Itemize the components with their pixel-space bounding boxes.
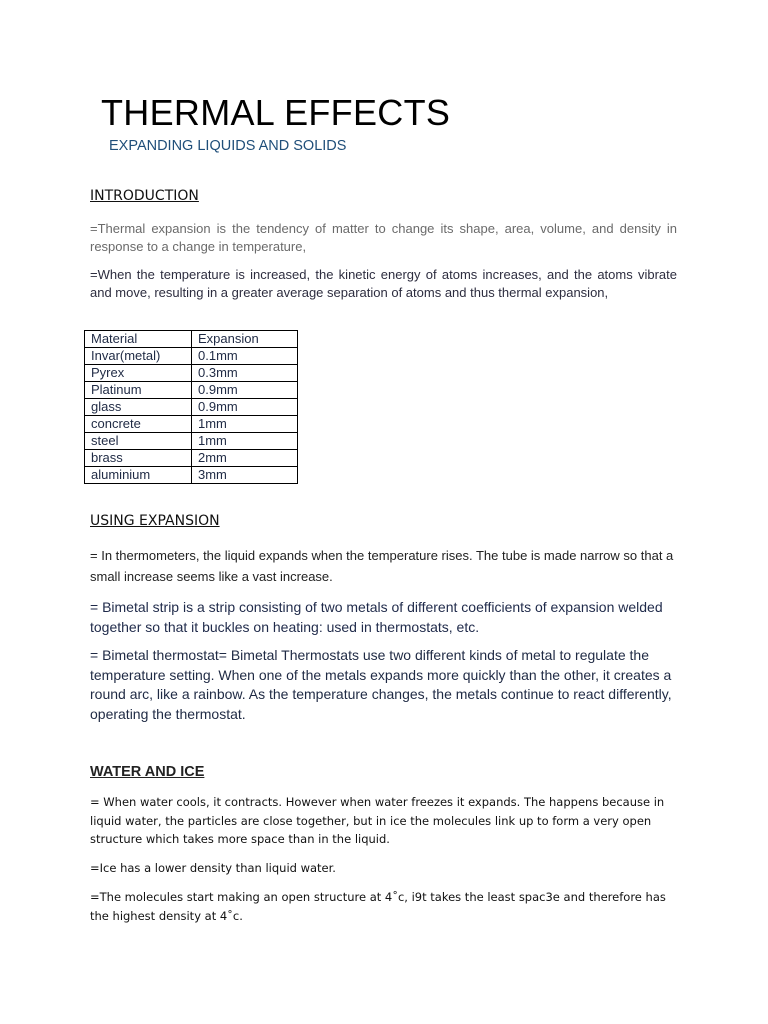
material-cell: Pyrex [85, 365, 192, 382]
table-row [85, 399, 298, 416]
table-row [85, 365, 298, 382]
bimetal-strip-paragraph: = Bimetal strip is a strip consisting of two metals of different coefficients of expansion welded together so that it buckles on heating: used in thermostats, etc. [90, 599, 663, 635]
introduction-paragraph-1: =Thermal expansion is the tendency of matter to change its shape, area, volume, and density in response to a change in temperature, [90, 221, 677, 254]
table-row [85, 416, 298, 433]
material-cell: Platinum [85, 382, 192, 399]
table-row [85, 450, 298, 467]
expansion-cell: Expansion [192, 331, 298, 348]
table-row [85, 467, 298, 484]
water-paragraph-3: =The molecules start making an open structure at 4˚c, i9t takes the least spac3e and therefore has the highest density at 4˚c. [90, 890, 666, 923]
introduction-paragraph-2: =When the temperature is increased, the kinetic energy of atoms increases, and the atoms vibrate and move, resulting in a greater average separation of atoms and thus thermal expansion, [90, 267, 677, 300]
water-paragraph-1: = When water cools, it contracts. However when water freezes it expands. The happens because in liquid water, the particles are close together, but in ice the molecules link up to form a very open structure which takes more space than in the liquid. [90, 795, 665, 846]
water-and-ice-heading: WATER AND ICE [90, 764, 205, 780]
introduction-heading: INTRODUCTION [90, 188, 199, 204]
table-row [85, 382, 298, 399]
material-cell: brass [85, 450, 192, 467]
table-row [85, 433, 298, 450]
expansion-cell: 0.1mm [192, 348, 298, 365]
thermometer-paragraph: = In thermometers, the liquid expands when the temperature rises. The tube is made narrow so that a small increase seems like a vast increase. [90, 548, 674, 584]
material-cell: Invar(metal) [85, 348, 192, 365]
material-cell: aluminium [85, 467, 192, 484]
page-title: THERMAL EFFECTS [101, 92, 451, 133]
expansion-cell: 1mm [192, 433, 298, 450]
table-header-row [85, 331, 298, 348]
bimetal-thermostat-paragraph: = Bimetal thermostat= Bimetal Thermostats use two different kinds of metal to regulate the temperature setting. When one of the metals expands more quickly than the other, it creates a round arc, like a rainbow. As the temperature changes, the metals continue to react differently, operating the thermostat. [90, 647, 672, 722]
page-subtitle: EXPANDING LIQUIDS AND SOLIDS [109, 138, 347, 154]
expansion-table [84, 330, 298, 484]
material-cell: glass [85, 399, 192, 416]
material-cell: concrete [85, 416, 192, 433]
table-row [85, 348, 298, 365]
expansion-cell: 1mm [192, 416, 298, 433]
expansion-cell: 2mm [192, 450, 298, 467]
expansion-cell: 0.3mm [192, 365, 298, 382]
expansion-cell: 3mm [192, 467, 298, 484]
material-cell: steel [85, 433, 192, 450]
using-expansion-heading: USING EXPANSION [90, 513, 220, 529]
expansion-cell: 0.9mm [192, 399, 298, 416]
water-paragraph-2: =Ice has a lower density than liquid water. [90, 861, 336, 875]
material-cell: Material [85, 331, 192, 348]
expansion-cell: 0.9mm [192, 382, 298, 399]
